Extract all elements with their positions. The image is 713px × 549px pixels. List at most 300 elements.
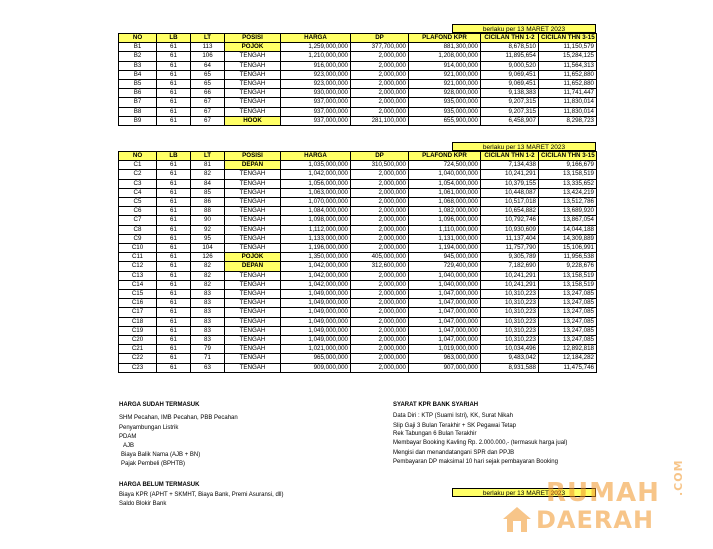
table-cell: 1,040,000,000 — [409, 280, 481, 289]
included-item: SHM Pecahan, IMB Pecahan, PBB Pecahan — [119, 414, 238, 421]
table-cell: 2,000,000 — [351, 98, 409, 107]
table-row — [119, 80, 597, 89]
table-cell: 2,000,000 — [351, 170, 409, 179]
table-cell: DEPAN — [225, 161, 281, 170]
table-cell: 1,049,000,000 — [281, 290, 351, 299]
table-cell: 1,061,000,000 — [409, 188, 481, 197]
effective-date-label-1: berlaku per 13 MARET 2023 — [452, 24, 596, 33]
table-row — [119, 271, 597, 280]
table-cell: 8,298,723 — [539, 116, 597, 125]
table-cell: 2,000,000 — [351, 89, 409, 98]
table-cell: 90 — [191, 216, 225, 225]
table-cell: 2,000,000 — [351, 345, 409, 354]
table-cell: 1,068,000,000 — [409, 198, 481, 207]
table-cell: 10,448,087 — [481, 188, 539, 197]
table-cell: 9,483,042 — [481, 354, 539, 363]
column-header: PLAFOND KPR — [409, 152, 481, 161]
table-cell: 13,247,085 — [539, 308, 597, 317]
table-cell: 2,000,000 — [351, 299, 409, 308]
table-cell: 1,194,000,000 — [409, 244, 481, 253]
table-row — [119, 198, 597, 207]
table-cell: TENGAH — [225, 207, 281, 216]
table-cell: 9,069,451 — [481, 70, 539, 79]
table-cell: 61 — [157, 198, 191, 207]
included-item: Biaya Balik Nama (AJB + BN) — [121, 451, 201, 458]
table-cell: 916,000,000 — [281, 61, 351, 70]
table-cell: 1,049,000,000 — [281, 326, 351, 335]
table-cell: 2,000,000 — [351, 188, 409, 197]
table-cell: 729,400,000 — [409, 262, 481, 271]
column-header: POSISI — [225, 34, 281, 43]
table-cell: 11,150,579 — [539, 43, 597, 52]
table-cell: TENGAH — [225, 80, 281, 89]
table-cell: 9,000,520 — [481, 61, 539, 70]
table-cell: 11,741,447 — [539, 89, 597, 98]
table-cell: 909,000,000 — [281, 363, 351, 372]
table-cell: 92 — [191, 225, 225, 234]
table-cell: C11 — [119, 253, 157, 262]
table-cell: C23 — [119, 363, 157, 372]
table-cell: B9 — [119, 116, 157, 125]
table-cell: 9,305,789 — [481, 253, 539, 262]
table-cell: 2,000,000 — [351, 290, 409, 299]
table-cell: 13,247,085 — [539, 317, 597, 326]
table-cell: 61 — [157, 52, 191, 61]
watermark-line2: DAERAH — [536, 506, 655, 534]
table-cell: 13,867,054 — [539, 216, 597, 225]
table-cell: 9,166,679 — [539, 161, 597, 170]
table-cell: 1,210,000,000 — [281, 52, 351, 61]
table-cell: 9,069,451 — [481, 80, 539, 89]
table-cell: 61 — [157, 345, 191, 354]
table-cell: 1,049,000,000 — [281, 317, 351, 326]
table-cell: TENGAH — [225, 354, 281, 363]
table-cell: 83 — [191, 336, 225, 345]
table-cell: 64 — [191, 61, 225, 70]
table-cell: 12,892,818 — [539, 345, 597, 354]
table-cell: 82 — [191, 170, 225, 179]
table-cell: 11,652,880 — [539, 80, 597, 89]
table-cell: 61 — [157, 280, 191, 289]
table-cell: TENGAH — [225, 188, 281, 197]
table-cell: TENGAH — [225, 98, 281, 107]
table-row — [119, 262, 597, 271]
table-cell: 13,247,085 — [539, 336, 597, 345]
table-cell: C7 — [119, 216, 157, 225]
table-cell: 1,047,000,000 — [409, 290, 481, 299]
table-cell: 61 — [157, 225, 191, 234]
table-cell: TENGAH — [225, 107, 281, 116]
table-cell: 2,000,000 — [351, 234, 409, 243]
table-cell: 2,000,000 — [351, 179, 409, 188]
table-cell: 113 — [191, 43, 225, 52]
table-cell: 67 — [191, 116, 225, 125]
table-cell: 8,931,588 — [481, 363, 539, 372]
table-cell: B5 — [119, 80, 157, 89]
table-cell: 1,042,000,000 — [281, 170, 351, 179]
table-cell: 14,044,188 — [539, 225, 597, 234]
price-table-b — [118, 33, 597, 126]
watermark-suffix: .COM — [672, 459, 685, 496]
excluded-item: Saldo Blokir Bank — [119, 501, 167, 508]
table-cell: C14 — [119, 280, 157, 289]
table-cell: 61 — [157, 98, 191, 107]
table-cell: 10,310,223 — [481, 290, 539, 299]
table-cell: 61 — [157, 116, 191, 125]
table-cell: 86 — [191, 198, 225, 207]
column-header: NO — [119, 34, 157, 43]
table-cell: 923,000,000 — [281, 80, 351, 89]
table-cell: 61 — [157, 299, 191, 308]
table-cell: 61 — [157, 326, 191, 335]
table-cell: 11,652,880 — [539, 70, 597, 79]
table-cell: 1,054,000,000 — [409, 179, 481, 188]
table-cell: 2,000,000 — [351, 61, 409, 70]
table-cell: C15 — [119, 290, 157, 299]
table-cell: 2,000,000 — [351, 70, 409, 79]
table-cell: TENGAH — [225, 216, 281, 225]
kpr-requirements-title: SYARAT KPR BANK SYARIAH — [393, 402, 479, 408]
table-cell: 61 — [157, 170, 191, 179]
table-cell: 13,512,786 — [539, 198, 597, 207]
table-row — [119, 43, 597, 52]
table-row — [119, 179, 597, 188]
column-header: HARGA — [281, 34, 351, 43]
table-row — [119, 299, 597, 308]
table-cell: C9 — [119, 234, 157, 243]
table-cell: 937,000,000 — [281, 98, 351, 107]
table-cell: 82 — [191, 271, 225, 280]
column-header: CICILAN THN 1-2 — [481, 152, 539, 161]
table-cell: 61 — [157, 107, 191, 116]
column-header: LT — [191, 152, 225, 161]
table-cell: 921,000,000 — [409, 80, 481, 89]
table-cell: 13,424,219 — [539, 188, 597, 197]
table-cell: 61 — [157, 234, 191, 243]
table-cell: 965,000,000 — [281, 354, 351, 363]
table-cell: 1,047,000,000 — [409, 317, 481, 326]
table-cell: 312,600,000 — [351, 262, 409, 271]
table-cell: 106 — [191, 52, 225, 61]
table-cell: TENGAH — [225, 61, 281, 70]
table-cell: 12,184,282 — [539, 354, 597, 363]
table-cell: 9,228,676 — [539, 262, 597, 271]
table-cell: B8 — [119, 107, 157, 116]
table-cell: B6 — [119, 89, 157, 98]
table-cell: 281,100,000 — [351, 116, 409, 125]
column-header: CICILAN THN 3-15 — [539, 34, 597, 43]
column-header: HARGA — [281, 152, 351, 161]
table-cell: 61 — [157, 317, 191, 326]
table-cell: 881,300,000 — [409, 43, 481, 52]
table-cell: 1,049,000,000 — [281, 308, 351, 317]
column-header: LT — [191, 34, 225, 43]
table-cell: 13,247,085 — [539, 290, 597, 299]
table-cell: 2,000,000 — [351, 207, 409, 216]
table-cell: 82 — [191, 262, 225, 271]
column-header: DP — [351, 152, 409, 161]
table-cell: 11,830,014 — [539, 107, 597, 116]
table-cell: C12 — [119, 262, 157, 271]
table-cell: 11,564,313 — [539, 61, 597, 70]
table-row — [119, 52, 597, 61]
table-cell: 10,310,223 — [481, 336, 539, 345]
table-cell: 2,000,000 — [351, 225, 409, 234]
table-cell: TENGAH — [225, 244, 281, 253]
table-cell: 1,112,000,000 — [281, 225, 351, 234]
table-cell: 10,792,746 — [481, 216, 539, 225]
table-cell: 7,134,438 — [481, 161, 539, 170]
table-cell: B1 — [119, 43, 157, 52]
table-cell: 10,241,291 — [481, 280, 539, 289]
table-cell: 61 — [157, 271, 191, 280]
table-cell: 9,207,315 — [481, 98, 539, 107]
table-cell: 81 — [191, 161, 225, 170]
table-cell: B2 — [119, 52, 157, 61]
table-cell: 945,000,000 — [409, 253, 481, 262]
table-cell: TENGAH — [225, 198, 281, 207]
table-cell: C10 — [119, 244, 157, 253]
table-cell: 10,310,223 — [481, 326, 539, 335]
table-cell: 310,500,000 — [351, 161, 409, 170]
table-cell: 13,158,519 — [539, 271, 597, 280]
table-cell: 1,040,000,000 — [409, 271, 481, 280]
column-header: DP — [351, 34, 409, 43]
table-cell: 907,000,000 — [409, 363, 481, 372]
table-cell: 83 — [191, 299, 225, 308]
table-cell: C1 — [119, 161, 157, 170]
table-cell: 963,000,000 — [409, 354, 481, 363]
table-cell: 655,900,000 — [409, 116, 481, 125]
table-cell: 61 — [157, 308, 191, 317]
table-cell: 13,158,519 — [539, 280, 597, 289]
table-cell: 61 — [157, 188, 191, 197]
table-cell: 930,000,000 — [281, 89, 351, 98]
table-cell: C17 — [119, 308, 157, 317]
table-cell: 83 — [191, 290, 225, 299]
table-cell: 61 — [157, 262, 191, 271]
table-cell: 61 — [157, 80, 191, 89]
included-item: PDAM — [119, 434, 137, 441]
table-cell: 84 — [191, 179, 225, 188]
table-cell: TENGAH — [225, 308, 281, 317]
table-cell: POJOK — [225, 43, 281, 52]
table-cell: 935,000,000 — [409, 98, 481, 107]
requirement-item: Pembayaran DP maksimal 10 hari sejak pembayaran Booking — [393, 458, 558, 465]
table-cell: 2,000,000 — [351, 198, 409, 207]
table-cell: 2,000,000 — [351, 326, 409, 335]
table-row — [119, 225, 597, 234]
table-cell: C19 — [119, 326, 157, 335]
table-cell: 1,021,000,000 — [281, 345, 351, 354]
table-row — [119, 170, 597, 179]
table-cell: TENGAH — [225, 345, 281, 354]
table-cell: TENGAH — [225, 280, 281, 289]
included-item: AJB — [123, 443, 135, 450]
requirement-item: Slip Gaji 3 Bulan Terakhir + SK Pegawai Tetap — [393, 422, 517, 429]
table-cell: 1,047,000,000 — [409, 336, 481, 345]
table-cell: 65 — [191, 70, 225, 79]
column-header: LB — [157, 152, 191, 161]
table-cell: 61 — [157, 336, 191, 345]
table-cell: 61 — [157, 363, 191, 372]
table-cell: 1,047,000,000 — [409, 326, 481, 335]
table-cell: 61 — [157, 89, 191, 98]
table-row — [119, 363, 597, 372]
table-cell: TENGAH — [225, 299, 281, 308]
table-cell: TENGAH — [225, 170, 281, 179]
table-cell: C3 — [119, 179, 157, 188]
watermark-line1: RUMAH — [546, 478, 660, 508]
table-cell: 1,063,000,000 — [281, 188, 351, 197]
table-cell: B7 — [119, 98, 157, 107]
table-cell: 2,000,000 — [351, 52, 409, 61]
table-cell: 85 — [191, 188, 225, 197]
table-cell: B4 — [119, 70, 157, 79]
table-row — [119, 70, 597, 79]
effective-date-label-2: berlaku per 13 MARET 2023 — [452, 142, 596, 151]
table-cell: 937,000,000 — [281, 107, 351, 116]
table-cell: 67 — [191, 98, 225, 107]
table-cell: 9,207,315 — [481, 107, 539, 116]
table-cell: TENGAH — [225, 70, 281, 79]
table-row — [119, 290, 597, 299]
table-cell: 923,000,000 — [281, 70, 351, 79]
table-row — [119, 61, 597, 70]
table-cell: 2,000,000 — [351, 107, 409, 116]
table-cell: 11,137,404 — [481, 234, 539, 243]
table-row — [119, 116, 597, 125]
column-header: CICILAN THN 3-15 — [539, 152, 597, 161]
table-cell: 104 — [191, 244, 225, 253]
table-cell: TENGAH — [225, 290, 281, 299]
table-cell: POJOK — [225, 253, 281, 262]
house-logo-icon — [500, 502, 534, 536]
table-cell: 126 — [191, 253, 225, 262]
included-item: Penyambungan Listrik — [119, 424, 179, 431]
table-cell: 1,042,000,000 — [281, 280, 351, 289]
table-cell: 8,678,510 — [481, 43, 539, 52]
table-cell: 13,247,085 — [539, 299, 597, 308]
table-cell: TENGAH — [225, 336, 281, 345]
table-cell: 61 — [157, 43, 191, 52]
table-cell: 95 — [191, 234, 225, 243]
table-cell: 10,241,291 — [481, 271, 539, 280]
table-cell: 1,019,000,000 — [409, 345, 481, 354]
table-row — [119, 253, 597, 262]
table-cell: 2,000,000 — [351, 244, 409, 253]
table-cell: 2,000,000 — [351, 354, 409, 363]
price-table-c — [118, 151, 597, 373]
table-cell: 2,000,000 — [351, 308, 409, 317]
table-cell: 82 — [191, 280, 225, 289]
requirement-item: Data Diri : KTP (Suami Istri), KK, Surat Nikah — [393, 412, 513, 419]
table-cell: 1,070,000,000 — [281, 198, 351, 207]
table-row — [119, 308, 597, 317]
table-cell: 10,517,018 — [481, 198, 539, 207]
table-cell: 61 — [157, 290, 191, 299]
table-cell: 63 — [191, 363, 225, 372]
table-cell: 1,096,000,000 — [409, 216, 481, 225]
table-cell: TENGAH — [225, 271, 281, 280]
table-cell: 1,133,000,000 — [281, 234, 351, 243]
included-item: Pajak Pembeli (BPHTB) — [121, 460, 186, 467]
table-cell: 11,475,746 — [539, 363, 597, 372]
table-cell: 914,000,000 — [409, 61, 481, 70]
table-cell: C21 — [119, 345, 157, 354]
table-cell: 724,500,000 — [409, 161, 481, 170]
table-cell: 14,309,889 — [539, 234, 597, 243]
table-header-row — [119, 152, 597, 161]
table-cell: 1,056,000,000 — [281, 179, 351, 188]
table-cell: TENGAH — [225, 234, 281, 243]
table-row — [119, 354, 597, 363]
table-cell: 88 — [191, 207, 225, 216]
table-header-row — [119, 34, 597, 43]
table-cell: 61 — [157, 61, 191, 70]
table-cell: 928,000,000 — [409, 89, 481, 98]
table-cell: 61 — [157, 253, 191, 262]
table-cell: 405,000,000 — [351, 253, 409, 262]
table-cell: TENGAH — [225, 89, 281, 98]
table-cell: 6,458,907 — [481, 116, 539, 125]
table-cell: TENGAH — [225, 317, 281, 326]
table-row — [119, 89, 597, 98]
table-cell: C5 — [119, 198, 157, 207]
table-cell: 61 — [157, 354, 191, 363]
table-row — [119, 188, 597, 197]
table-cell: 2,000,000 — [351, 216, 409, 225]
table-cell: TENGAH — [225, 179, 281, 188]
table-cell: 15,106,991 — [539, 244, 597, 253]
table-row — [119, 107, 597, 116]
table-cell: 13,335,652 — [539, 179, 597, 188]
requirement-item: Rek Tabungan 6 Bulan Terakhir — [393, 431, 477, 438]
table-cell: 1,042,000,000 — [281, 271, 351, 280]
requirement-item: Mengisi dan menandatangani SPR dan PPJB — [393, 449, 515, 456]
table-cell: C8 — [119, 225, 157, 234]
table-cell: 61 — [157, 207, 191, 216]
table-row — [119, 280, 597, 289]
table-cell: 10,310,223 — [481, 317, 539, 326]
table-cell: 1,196,000,000 — [281, 244, 351, 253]
table-cell: 2,000,000 — [351, 280, 409, 289]
table-cell: 67 — [191, 107, 225, 116]
table-cell: TENGAH — [225, 326, 281, 335]
table-cell: C2 — [119, 170, 157, 179]
table-cell: 13,158,519 — [539, 170, 597, 179]
table-cell: HOOK — [225, 116, 281, 125]
table-row — [119, 207, 597, 216]
table-cell: TENGAH — [225, 52, 281, 61]
table-row — [119, 98, 597, 107]
table-cell: 937,000,000 — [281, 116, 351, 125]
column-header: CICILAN THN 1-2 — [481, 34, 539, 43]
table-cell: C20 — [119, 336, 157, 345]
table-row — [119, 161, 597, 170]
table-cell: 1,042,000,000 — [281, 262, 351, 271]
table-cell: 1,084,000,000 — [281, 207, 351, 216]
table-row — [119, 345, 597, 354]
table-row — [119, 317, 597, 326]
table-cell: 15,284,125 — [539, 52, 597, 61]
table-row — [119, 336, 597, 345]
effective-date-label-3: berlaku per 13 MARET 2023 — [452, 488, 596, 497]
table-cell: 11,956,538 — [539, 253, 597, 262]
column-header: NO — [119, 152, 157, 161]
table-cell: 1,040,000,000 — [409, 170, 481, 179]
watermark-logo — [500, 459, 700, 540]
